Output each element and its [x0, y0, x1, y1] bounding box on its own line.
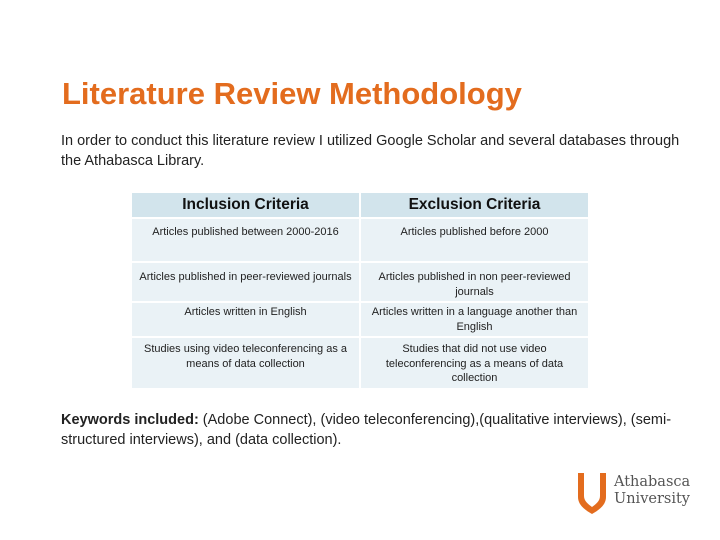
exclusion-cell: Articles written in a language another than English	[361, 303, 588, 336]
athabasca-university-logo	[576, 471, 698, 517]
keywords-text: (Adobe Connect), (video teleconferencing),(qualitative interviews), (semi-structured interviews), and (data collection).	[61, 412, 672, 448]
table-row	[132, 263, 588, 301]
inclusion-cell: Articles published between 2000-2016	[132, 219, 359, 261]
exclusion-cell: Articles published before 2000	[361, 219, 588, 261]
slide-title: Literature Review Methodology	[62, 76, 522, 111]
criteria-table	[130, 191, 590, 390]
inclusion-cell: Studies using video teleconferencing as a means of data collection	[132, 338, 359, 388]
inclusion-criteria-header: Inclusion Criteria	[132, 193, 359, 217]
exclusion-cell: Articles published in non peer-reviewed journals	[361, 263, 588, 301]
table-row	[132, 219, 588, 261]
exclusion-cell: Studies that did not use video teleconferencing as a means of data collection	[361, 338, 588, 388]
inclusion-cell: Articles published in peer-reviewed journals	[132, 263, 359, 301]
inclusion-cell: Articles written in English	[132, 303, 359, 336]
intro-paragraph: In order to conduct this literature review I utilized Google Scholar and several databases through the Athabasca Library.	[61, 133, 680, 169]
logo-line-1: Athabasca	[614, 474, 691, 490]
shield-icon	[576, 471, 608, 515]
keywords-paragraph	[61, 410, 701, 450]
exclusion-criteria-header: Exclusion Criteria	[361, 193, 588, 217]
keywords-label: Keywords included:	[61, 412, 199, 428]
table-row	[132, 303, 588, 336]
table-header-row	[132, 193, 588, 217]
logo-line-2: University	[614, 491, 690, 507]
table-row	[132, 338, 588, 388]
logo-wordmark	[614, 474, 690, 508]
